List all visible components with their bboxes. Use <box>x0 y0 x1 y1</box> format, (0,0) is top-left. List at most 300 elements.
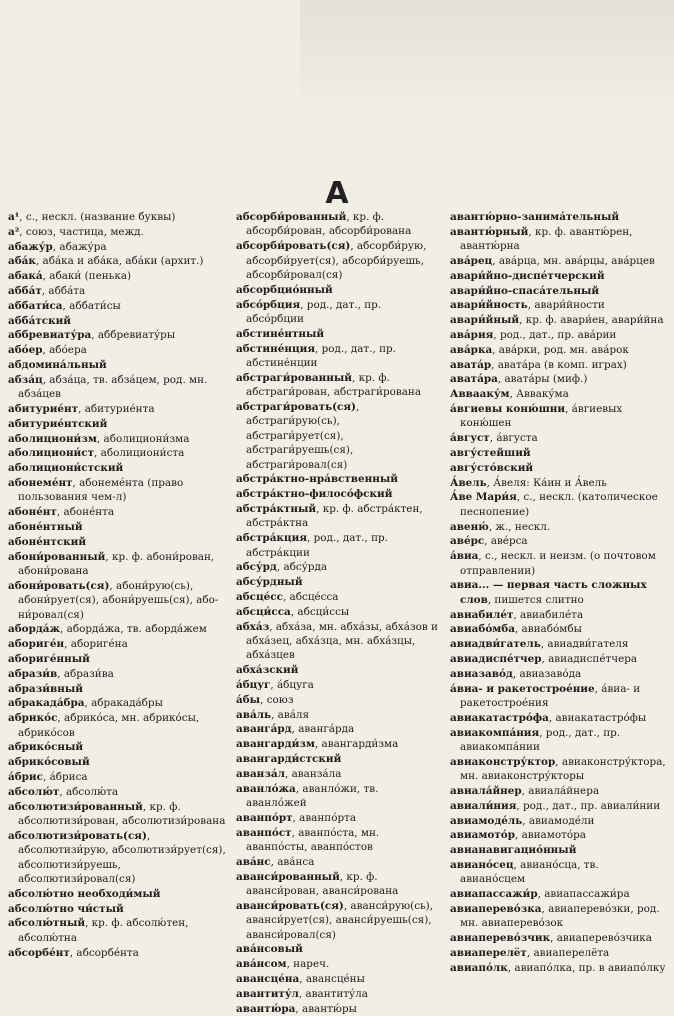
entry-forms: , абстраги́рую(сь), абстраги́рует(ся), абстраги́руешь(ся), абстраги́ровал(ся) <box>246 401 360 471</box>
dictionary-entry <box>450 637 666 651</box>
headword: авиакатастро́фа <box>450 711 549 724</box>
headword: ава́нсом <box>236 958 287 971</box>
dictionary-entry <box>236 531 440 560</box>
dictionary-entry <box>236 870 440 899</box>
dictionary-entry <box>236 605 440 619</box>
dictionary-entry <box>236 708 440 722</box>
entry-forms: , род., дат., пр. абстине́нции <box>246 342 396 370</box>
headword: авиа... — первая часть сложных слов <box>450 579 647 606</box>
dictionary-entry: абоне́нтский <box>8 535 87 548</box>
entry-forms: , аболициони́зма <box>96 432 190 445</box>
dictionary-entry <box>236 693 440 707</box>
dictionary-entry <box>450 476 666 490</box>
dictionary-entry <box>450 578 666 607</box>
dictionary-entry <box>236 737 440 751</box>
dictionary-entry <box>450 534 666 548</box>
dictionary-entry <box>8 446 226 460</box>
headword: авиала́йнер <box>450 784 522 797</box>
dictionary-entry <box>8 328 226 342</box>
headword: абсу́рд <box>236 561 277 574</box>
dictionary-entry: авари́йно-диспе́тчерский <box>450 269 605 282</box>
entry-forms: , авиаперелёта <box>526 946 610 959</box>
headword: абсолютизи́ровать(ся) <box>8 829 147 842</box>
dictionary-entry <box>236 826 440 855</box>
headword: абсорбе́нт <box>8 946 70 959</box>
dictionary-entry: абитурие́нтский <box>8 417 108 430</box>
dictionary-entry <box>450 667 666 681</box>
dictionary-entry <box>450 711 666 725</box>
headword: авиакомпа́ния <box>450 726 540 739</box>
headword: авиаконстру́ктор <box>450 755 556 768</box>
entry-forms: , а́бцуга <box>270 679 314 692</box>
entry-forms: , ава́рки, род. мн. ава́рок <box>492 343 629 356</box>
dictionary-entry: абсу́рдный <box>236 576 303 589</box>
headword: а́вгуст <box>450 432 490 445</box>
headword: абха́з <box>236 620 270 633</box>
dictionary-entry <box>8 373 226 402</box>
dictionary-entry: абстине́нтный <box>236 327 325 340</box>
headword: а́брис <box>8 770 43 783</box>
entry-forms: , авангарди́зма <box>314 738 399 751</box>
entry-forms: , род., дат., пр. авиакомпа́нии <box>460 726 621 753</box>
headword: ава́рец <box>450 255 493 267</box>
dictionary-entry <box>8 696 226 710</box>
entry-forms: , род., дат., пр. абсо́рбции <box>246 298 382 326</box>
entry-forms: , авансце́ны <box>299 973 365 986</box>
headword: авангарди́зм <box>236 738 315 751</box>
dictionary-entry <box>8 829 226 887</box>
headword: Аввааку́м <box>450 388 510 401</box>
dictionary-entry <box>8 770 226 784</box>
headword: абсорби́рованный <box>236 211 347 223</box>
entry-forms: , кр. ф. абстра́ктен, абстра́ктна <box>246 503 423 530</box>
headword: авиабиле́т <box>450 608 514 621</box>
headword: а́вгиевы коню́шни <box>450 402 566 415</box>
entry-forms: , авиадви́гателя <box>540 638 629 651</box>
dictionary-entry <box>450 814 666 828</box>
headword: аббревиату́ра <box>8 329 92 342</box>
entry-forms: , аббати́сы <box>62 299 121 312</box>
dictionary-entry <box>450 358 666 372</box>
headword: абсце́сс <box>236 591 283 604</box>
dictionary-entry: аболициони́стский <box>8 462 124 475</box>
section-letter: А <box>325 176 349 211</box>
headword: авиаперево́зка <box>450 902 542 915</box>
entry-forms: , абза́ца, тв. абза́цем, род. мн. абза́цев <box>18 373 208 401</box>
entry-forms: , с., нескл. (название буквы) <box>19 211 176 223</box>
dictionary-entry <box>236 678 440 692</box>
dictionary-entry: авангарди́стский <box>236 753 342 766</box>
entry-forms: , род., дат., пр. ава́рии <box>493 328 617 341</box>
entry-forms: , ава́нса <box>270 855 315 868</box>
dictionary-entry <box>236 210 440 239</box>
dictionary-entry <box>236 590 440 604</box>
dictionary-entry <box>236 811 440 825</box>
entry-forms: , а́вгиевых коню́шен <box>460 402 623 430</box>
dictionary-entry <box>236 342 440 371</box>
dictionary-entry: авари́йно-спаса́тельный <box>450 284 600 297</box>
dictionary-entry <box>450 328 666 342</box>
headword: авиаперелёт <box>450 946 527 959</box>
entry-forms: , авиабо́мбы <box>514 623 582 636</box>
dictionary-entry <box>8 579 226 622</box>
dictionary-entry <box>236 400 440 472</box>
headword: абсо́рбция <box>236 298 301 311</box>
entry-forms: , авантиту́ла <box>298 987 368 1000</box>
headword: а́виа <box>450 550 479 563</box>
dictionary-entry <box>8 505 226 519</box>
dictionary-entry <box>236 560 440 574</box>
dictionary-entry <box>236 620 440 663</box>
entry-forms: , аванпо́ста, мн. аванпо́сты, аванпо́стов <box>246 826 380 854</box>
dictionary-entry <box>236 782 440 811</box>
entry-forms: , авиакатастро́фы <box>548 711 647 724</box>
headword: абрико́с <box>8 712 58 725</box>
headword: абстра́ктный <box>236 503 317 516</box>
dictionary-entry <box>236 298 440 327</box>
dictionary-entry <box>8 622 226 636</box>
dictionary-entry <box>450 372 666 386</box>
headword: авиали́ния <box>450 799 517 812</box>
headword: а² <box>8 225 20 238</box>
dictionary-entry <box>8 946 226 960</box>
headword: ава́нс <box>236 855 271 868</box>
entry-forms: , абажу́ра <box>52 240 107 253</box>
dictionary-entry <box>8 284 226 298</box>
entry-forms: , аванпо́рта <box>292 811 357 824</box>
entry-forms: , авиазаво́да <box>512 667 582 680</box>
headword: аванло́жа <box>236 782 296 795</box>
entry-forms: , абаки́ (пенька) <box>42 270 132 283</box>
headword: авиабо́мба <box>450 623 515 636</box>
dictionary-entry: абба́тский <box>8 314 72 327</box>
dictionary-entry <box>450 726 666 755</box>
headword: авиано́сец <box>450 858 514 871</box>
column-1 <box>8 210 226 960</box>
headword: А́вель <box>450 476 487 489</box>
entry-forms: , аванза́ла <box>284 767 342 780</box>
dictionary-entry <box>450 902 666 931</box>
headword: аванпо́ст <box>236 826 292 839</box>
entry-forms: , аба́ка и аба́ка, аба́ки (архит.) <box>35 255 204 268</box>
entry-forms: , авата́ры (миф.) <box>497 373 588 386</box>
entry-forms: , абсце́сса <box>282 591 339 604</box>
dictionary-entry: абсолю́тно чи́стый <box>8 902 124 915</box>
dictionary-entry <box>450 622 666 636</box>
headword: абони́ровать(ся) <box>8 579 110 592</box>
entry-forms: , авиапассажи́ра <box>537 888 630 901</box>
dictionary-entry <box>8 254 226 268</box>
entry-forms: , с., нескл. и неизм. (о почтовом отправлении) <box>460 550 656 577</box>
entry-forms: , аболициони́ста <box>94 447 185 460</box>
dictionary-entry <box>450 652 666 666</box>
entry-forms: , авиано́сца, тв. авиано́сцем <box>460 858 599 886</box>
entry-forms: , авиамото́ра <box>514 829 586 842</box>
dictionary-entry <box>8 210 226 224</box>
dictionary-entry <box>8 785 226 799</box>
dictionary-entry <box>8 711 226 740</box>
headword: абсорби́ровать(ся) <box>236 240 351 253</box>
entry-forms: , абсолю́та <box>59 785 119 798</box>
headword: аба́к <box>8 255 36 268</box>
entry-forms: , авиапо́лка, пр. в авиапо́лку <box>507 961 666 974</box>
dictionary-entry <box>450 931 666 945</box>
dictionary-entry: абсорбцио́нный <box>236 283 333 296</box>
dictionary-entry <box>236 899 440 942</box>
headword: ава́ль <box>236 708 272 721</box>
dictionary-entry <box>8 476 226 505</box>
headword: а́виа- и ракетострое́ние <box>450 682 595 695</box>
headword: абрази́в <box>8 667 58 680</box>
headword: А́ве Мари́я <box>450 491 517 504</box>
entry-forms: , кр. ф. абстраги́рован, абстраги́рована <box>246 371 422 399</box>
dictionary-entry <box>236 502 440 531</box>
dictionary-entry <box>450 755 666 784</box>
dictionary-entry: абсолю́тно необходи́мый <box>8 887 161 900</box>
dictionary-entry <box>450 520 666 534</box>
entry-forms: , авари́йности <box>527 299 605 312</box>
dictionary-entry: абдомина́льный <box>8 358 107 371</box>
entry-forms: , союз, частица, межд. <box>19 225 144 238</box>
entry-forms: , абони́рую(сь), абони́рует(ся), абони́руешь(ся), або-ни́ровал(ся) <box>18 579 219 621</box>
dictionary-entry: авгу́стейший <box>450 446 531 459</box>
entry-forms: , абориге́на <box>64 638 128 651</box>
entry-forms: , с., нескл. (католическое песнопение) <box>460 491 658 518</box>
entry-forms: , абсолютизи́рую, абсолютизи́рует(ся), абсолютизи́руешь, абсолютизи́ровал(ся) <box>18 829 226 885</box>
headword: авиадви́гатель <box>450 638 541 651</box>
headword: або́ер <box>8 344 43 357</box>
dictionary-entry <box>450 431 666 445</box>
headword: авантю́ра <box>236 1002 296 1015</box>
dictionary-entry <box>236 767 440 781</box>
headword: аванпо́рт <box>236 811 293 824</box>
dictionary-entry <box>450 887 666 901</box>
dictionary-entry: абрази́вный <box>8 682 83 695</box>
dictionary-entry <box>450 225 666 254</box>
entry-forms: , аве́рса <box>484 535 528 548</box>
dictionary-entry <box>450 254 666 268</box>
headword: аванга́рд <box>236 723 292 736</box>
dictionary-entry <box>236 239 440 282</box>
headword: абстине́нция <box>236 342 316 355</box>
dictionary-entry <box>8 637 226 651</box>
entry-forms: , А́веля: Ка́ин и А́вель <box>486 476 607 489</box>
dictionary-entry: абрико́совый <box>8 756 90 769</box>
headword: а́бцуг <box>236 679 271 692</box>
headword: абака́ <box>8 270 43 283</box>
dictionary-entry <box>8 667 226 681</box>
entry-forms: , абитурие́нта <box>78 402 155 415</box>
dictionary-entry <box>450 682 666 711</box>
entry-forms: , кр. ф. абсолю́тен, абсолю́тна <box>18 917 189 944</box>
entry-forms: , авата́ра (в комп. играх) <box>491 358 627 371</box>
dictionary-entry <box>450 946 666 960</box>
entry-forms: , аборда́жа, тв. аборда́жем <box>60 623 207 636</box>
entry-forms: , нареч. <box>286 958 330 971</box>
dictionary-entry: абоне́нтный <box>8 520 83 533</box>
headword: абстраги́рованный <box>236 371 352 384</box>
entry-forms: , а́вгуста <box>489 432 538 445</box>
headword: абонеме́нт <box>8 476 73 489</box>
dictionary-entry <box>8 240 226 254</box>
dictionary-entry: абориге́нный <box>8 652 90 665</box>
entry-forms: , авиаперево́зчика <box>550 932 652 945</box>
entry-forms: , абха́за, мн. абха́зы, абха́зов и абха́зец, абха́зца, мн. абха́зцы, абха́зцев <box>246 620 438 662</box>
entry-forms: , абонеме́нта (право пользования чем-л) <box>18 476 184 504</box>
entry-forms: , аббревиату́ры <box>91 329 176 342</box>
dictionary-entry <box>450 784 666 798</box>
entry-forms: , абрази́ва <box>57 667 114 680</box>
entry-forms: , кр. ф. авари́ен, авари́йна <box>519 314 664 327</box>
headword: абсолю́тный <box>8 917 86 930</box>
headword: авиазаво́д <box>450 667 513 680</box>
entry-forms: , кр. ф. абони́рован, абони́рована <box>18 550 215 577</box>
dictionary-entry <box>8 550 226 579</box>
dictionary-entry: абстра́ктно-нра́вственный <box>236 473 398 486</box>
entry-forms: , авиамоде́ли <box>522 814 595 827</box>
entry-forms: , абсорби́рую, абсорби́рует(ся), абсорби́руешь, абсорби́ровал(ся) <box>246 240 427 282</box>
dictionary-entry <box>8 916 226 945</box>
dictionary-entry <box>8 402 226 416</box>
headword: авансце́на <box>236 973 300 986</box>
entry-forms: , кр. ф. абсорби́рован, абсорби́рована <box>246 211 412 238</box>
entry-forms: , а́бриса <box>42 770 88 783</box>
entry-forms: , кр. ф. аванси́рован, аванси́рована <box>246 870 399 898</box>
headword: авиамото́р <box>450 829 515 842</box>
entry-forms: , аванси́рую(сь), аванси́рует(ся), аванси́руешь(ся), аванси́ровал(ся) <box>246 899 434 941</box>
dictionary-entry <box>450 298 666 312</box>
dictionary-entry <box>450 402 666 431</box>
entry-forms: , род., дат., пр. абстра́кции <box>246 532 388 559</box>
headword: авиапассажи́р <box>450 888 538 901</box>
dictionary-entry <box>8 299 226 313</box>
dictionary-entry <box>236 371 440 400</box>
entry-forms: , ж., нескл. <box>488 520 551 533</box>
headword: абба́т <box>8 284 42 297</box>
headword: авеню́ <box>450 520 489 533</box>
headword: авари́йность <box>450 299 528 312</box>
headword: а¹ <box>8 211 20 223</box>
entry-forms: , абоне́нта <box>56 506 115 519</box>
dictionary-entry <box>450 490 666 519</box>
headword: аве́рс <box>450 535 485 548</box>
entry-forms: , або́ера <box>42 344 87 357</box>
headword: авиаперево́зчик <box>450 932 551 945</box>
headword: авата́ра <box>450 373 498 386</box>
dictionary-entry <box>8 343 226 357</box>
headword: абажу́р <box>8 240 53 253</box>
entry-forms: , авиаперево́зки, род. мн. авиаперево́зок <box>460 902 660 930</box>
dictionary-entry <box>236 987 440 1001</box>
headword: авари́йный <box>450 314 520 327</box>
dictionary-entry <box>236 957 440 971</box>
entry-forms: , союз <box>260 693 294 706</box>
headword: аболициони́зм <box>8 432 97 445</box>
headword: абракада́бра <box>8 697 85 710</box>
entry-forms: , авиадиспе́тчера <box>541 652 638 665</box>
headword: аванси́ровать(ся) <box>236 899 344 912</box>
headword: авиапо́лк <box>450 961 508 974</box>
entry-forms: , ава́ля <box>271 708 310 721</box>
dictionary-entry: абрико́сный <box>8 741 84 754</box>
headword: авантиту́л <box>236 987 299 1000</box>
dictionary-entry <box>450 858 666 887</box>
headword: аванза́л <box>236 767 285 780</box>
dictionary-entry: авгу́сто́вский <box>450 461 534 474</box>
headword: авата́р <box>450 358 492 371</box>
entry-forms: , аванло́жи, тв. аванло́жей <box>246 782 379 810</box>
entry-forms: , абсци́ссы <box>290 605 350 618</box>
dictionary-entry <box>236 972 440 986</box>
headword: аборда́ж <box>8 623 61 636</box>
dictionary-entry <box>236 855 440 869</box>
dictionary-entry <box>8 269 226 283</box>
headword: абсци́сса <box>236 605 291 618</box>
dictionary-entry <box>236 722 440 736</box>
headword: ава́рия <box>450 328 494 341</box>
dictionary-entry <box>8 432 226 446</box>
headword: а́бы <box>236 693 261 706</box>
entry-forms: , Авваку́ма <box>509 388 569 401</box>
entry-forms: , кр. ф. абсолютизи́рован, абсолютизи́рована <box>18 800 226 827</box>
entry-forms: , пишется слитно <box>487 593 584 606</box>
headword: абза́ц <box>8 373 43 386</box>
headword: авиадиспе́тчер <box>450 652 542 665</box>
dictionary-entry: авантю́рно-занима́тельный <box>450 211 620 223</box>
dictionary-entry <box>450 828 666 842</box>
entry-forms: , абрико́са, мн. абрико́сы, абрико́сов <box>18 712 200 739</box>
dictionary-entry <box>450 387 666 401</box>
dictionary-entry: абха́зский <box>236 664 299 677</box>
dictionary-entry: абстра́ктно-филосо́фский <box>236 488 393 501</box>
headword: аболициони́ст <box>8 447 95 460</box>
column-3 <box>450 210 666 976</box>
headword: авиамоде́ль <box>450 814 523 827</box>
headword: абони́рованный <box>8 550 106 563</box>
dictionary-entry <box>8 225 226 239</box>
column-2 <box>236 210 440 1016</box>
entry-forms: , авантю́ры <box>295 1002 357 1015</box>
dictionary-entry <box>450 549 666 578</box>
dictionary-entry <box>8 800 226 829</box>
dictionary-entry <box>450 799 666 813</box>
entry-forms: , авиаконстру́ктора, мн. авиаконстру́кторы <box>460 755 666 783</box>
headword: абитурие́нт <box>8 402 79 415</box>
entry-forms: , авиабиле́та <box>513 608 584 621</box>
entry-forms: , абракада́бры <box>84 697 163 710</box>
headword: ава́рка <box>450 343 493 356</box>
entry-forms: , а́виа- и ракетострое́ния <box>460 682 641 709</box>
headword: абориге́н <box>8 638 65 651</box>
entry-forms: , абба́та <box>41 284 86 297</box>
headword: аванси́рованный <box>236 870 340 883</box>
entry-forms: , абсу́рда <box>276 561 328 574</box>
dictionary-entry <box>236 1002 440 1016</box>
dictionary-entry <box>450 343 666 357</box>
entry-forms: , ава́рца, мн. ава́рцы, ава́рцев <box>492 255 655 267</box>
headword: абстра́кция <box>236 532 307 545</box>
dictionary-entry <box>450 608 666 622</box>
dictionary-entry <box>450 313 666 327</box>
headword: абсолютизи́рованный <box>8 800 143 813</box>
headword: абоне́нт <box>8 506 57 519</box>
entry-forms: , авиала́йнера <box>521 784 600 797</box>
dictionary-entry: авианавигацио́нный <box>450 844 577 857</box>
page-bleed-through <box>300 0 674 120</box>
headword: аббати́са <box>8 299 63 312</box>
entry-forms: , абсорбе́нта <box>69 946 139 959</box>
dictionary-entry <box>450 961 666 975</box>
